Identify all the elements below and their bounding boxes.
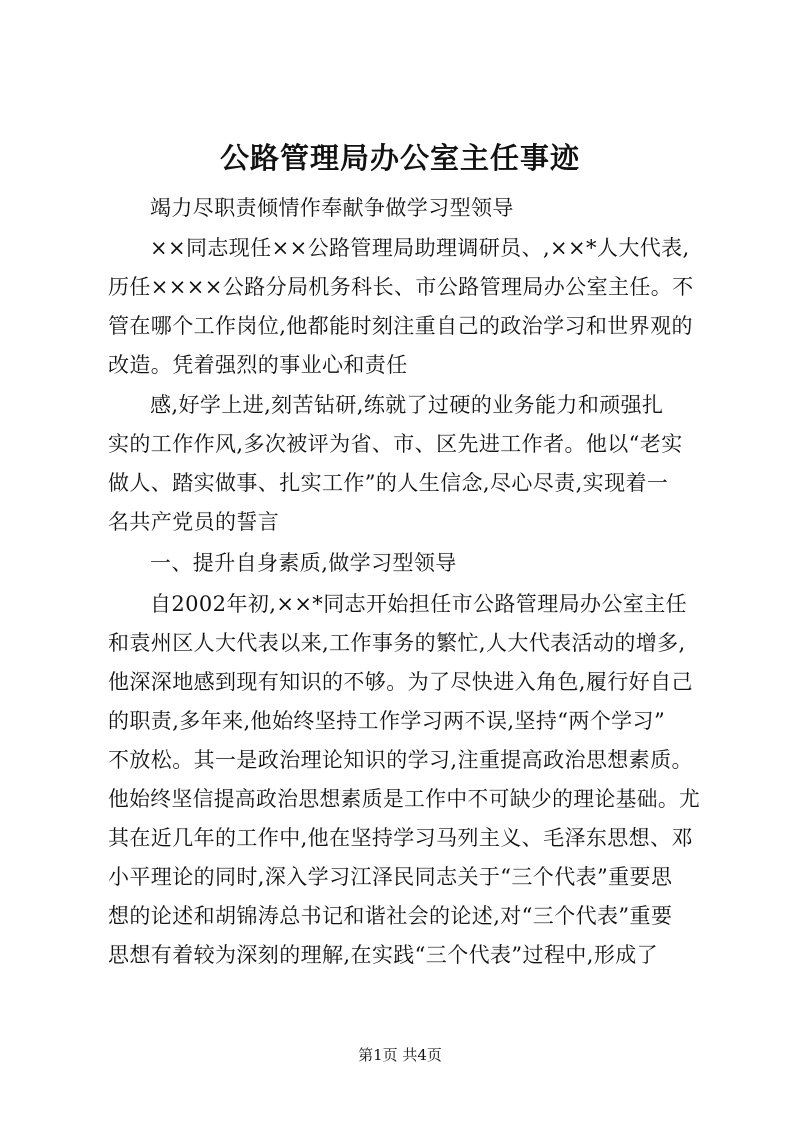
paragraph-line: 他深深地感到现有知识的不够。为了尽快进入角色,履行好自己 — [108, 670, 693, 694]
paragraph-line: ××同志现任××公路管理局助理调研员、,××*人大代表, — [150, 236, 690, 260]
paragraph-line: 和袁州区人大代表以来,工作事务的繁忙,人大代表活动的增多, — [108, 631, 686, 655]
paragraph-line: 他始终坚信提高政治思想素质是工作中不可缺少的理论基础。尤 — [108, 787, 701, 811]
paragraph-line: 历任××××公路分局机务科长、市公路管理局办公室主任。不 — [108, 275, 694, 299]
paragraph-line: 名共产党员的誓言 — [108, 510, 280, 534]
paragraph-line: 的职责,多年来,他始终坚持工作学习两不误,坚持“两个学习” — [108, 709, 666, 733]
page-footer: 第1页 共4页 — [358, 1046, 442, 1064]
paragraph-line: 实的工作作风,多次被评为省、市、区先进工作者。他以“老实 — [108, 432, 683, 456]
paragraph-line: 小平理论的同时,深入学习江泽民同志关于“三个代表”重要思 — [108, 865, 673, 889]
paragraph-line: 思想有着较为深刻的理解,在实践“三个代表”过程中,形成了 — [108, 943, 659, 967]
paragraph-line: 其在近几年的工作中,他在坚持学习马列主义、毛泽东思想、邓 — [108, 826, 693, 850]
paragraph-line: 感,好学上进,刻苦钻研,练就了过硬的业务能力和顽强扎 — [150, 393, 664, 417]
section-heading: 一、提升自身素质,做学习型领导 — [150, 551, 457, 575]
subtitle-line: 竭力尽职责倾情作奉献争做学习型领导 — [150, 196, 514, 220]
paragraph-line: 管在哪个工作岗位,他都能时刻注重自己的政治学习和世界观的 — [108, 314, 693, 338]
paragraph-line: 改造。凭着强烈的事业心和责任 — [108, 353, 408, 377]
document-title: 公路管理局办公室主任事迹 — [219, 141, 580, 175]
paragraph-line: 想的论述和胡锦涛总书记和谐社会的论述,对“三个代表”重要 — [108, 904, 673, 928]
paragraph-line: 不放松。其一是政治理论知识的学习,注重提高政治思想素质。 — [108, 748, 693, 772]
paragraph-line: 自2002年初,××*同志开始担任市公路管理局办公室主任 — [150, 592, 688, 616]
paragraph-line: 做人、踏实做事、扎实工作”的人生信念,尽心尽责,实现着一 — [108, 471, 669, 495]
